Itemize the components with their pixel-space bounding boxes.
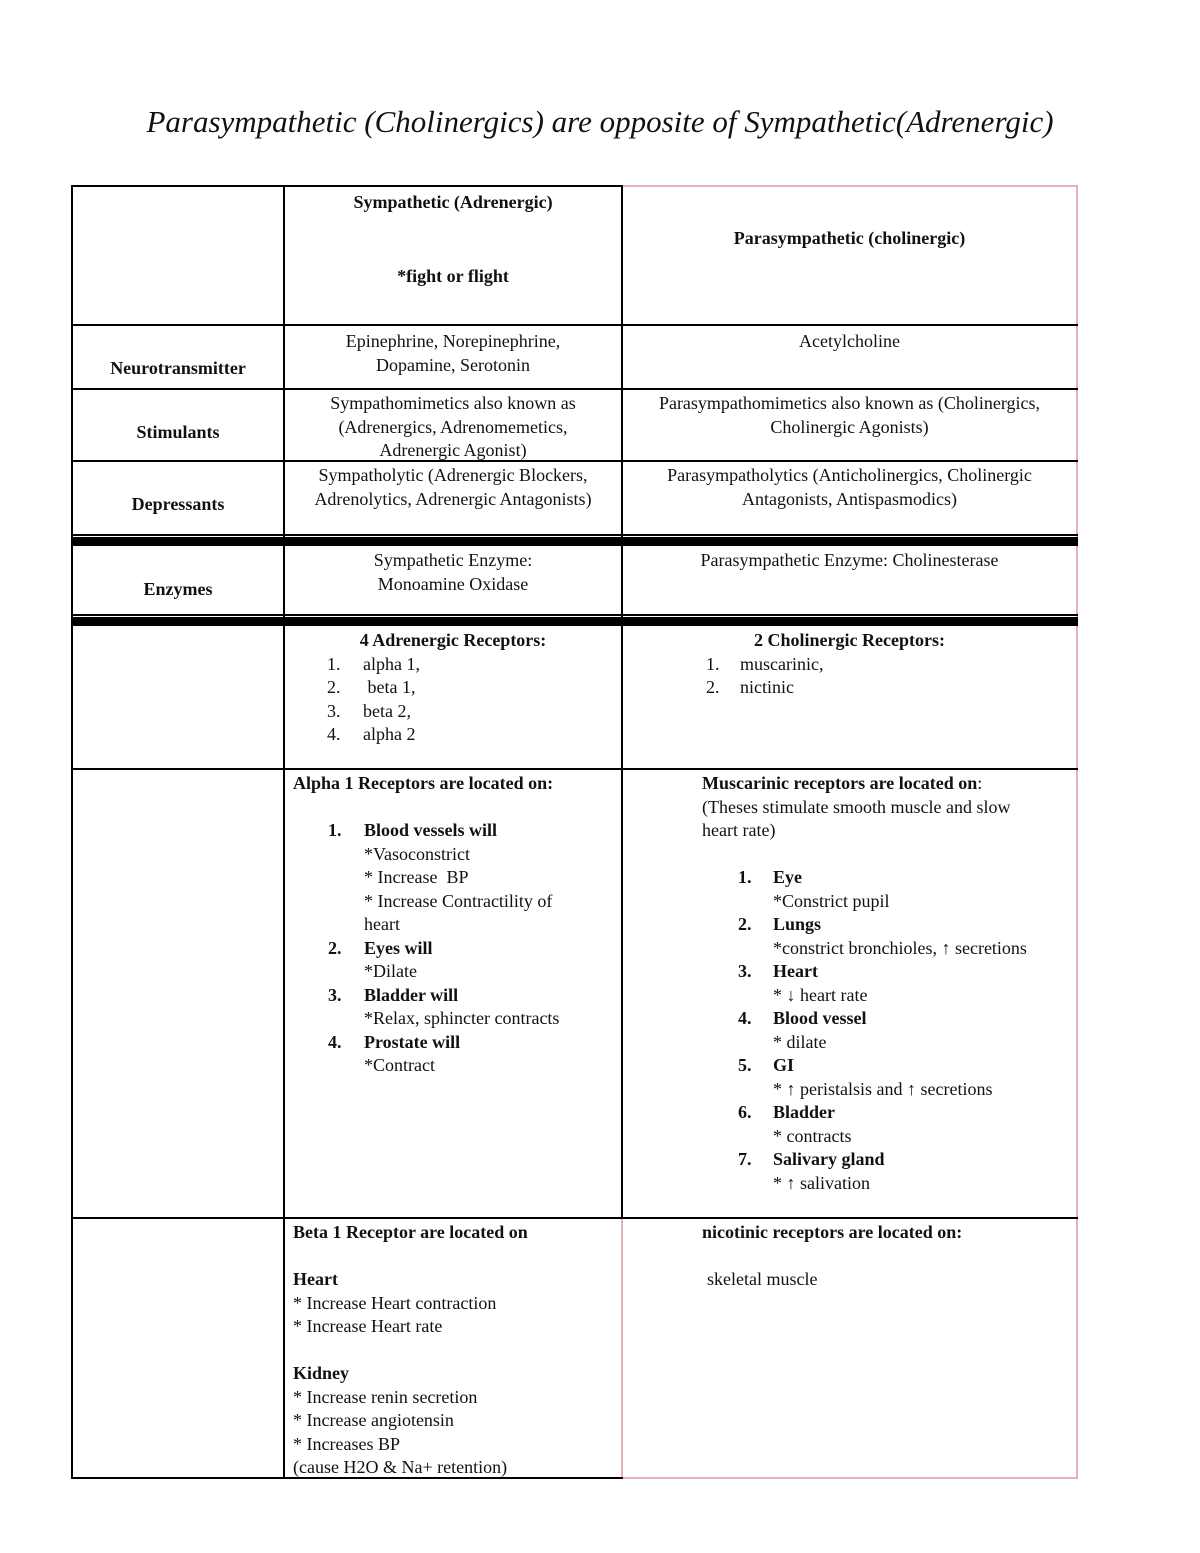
list-item: 6. Bladder * contracts [702, 1101, 1074, 1148]
list-item-note: * contracts [773, 1125, 852, 1146]
cholinergic-receptors [623, 629, 1076, 700]
list-item-text: alpha 2 [363, 724, 416, 744]
text-line: Dopamine, Serotonin [376, 354, 530, 375]
beta1-note: * Increase Heart contraction [293, 1292, 497, 1313]
list-item: 1. alpha 1, [327, 653, 420, 674]
text-line: Parasympatholytics (Anticholinergics, Cholinergic [667, 465, 1032, 485]
alpha1-receptors [293, 772, 618, 1078]
row-label-neurotransmitter: Neurotransmitter [110, 358, 246, 378]
list-item-title: Salivary gland [773, 1149, 885, 1169]
list-item-text: alpha 1, [363, 653, 420, 674]
list-item-title: GI [773, 1055, 795, 1075]
parasympathetic-stimulants [623, 392, 1076, 439]
list-item-note: *Vasoconstrict [364, 843, 470, 864]
list-item-note: * Increase Contractility of [364, 890, 553, 911]
beta1-note: * Increases BP [293, 1433, 400, 1454]
parasympathetic-enzyme: Parasympathetic Enzyme: Cholinesterase [700, 550, 999, 570]
list-item-note: *Constrict pupil [773, 890, 890, 911]
nicotinic-receptors [702, 1221, 1074, 1292]
muscarinic-heading [702, 772, 1074, 796]
list-item-title: Bladder will [364, 984, 459, 1005]
muscarinic-note: heart rate) [702, 820, 776, 840]
beta1-note: * Increase Heart rate [293, 1316, 443, 1336]
list-item: 1. Blood vessels will *Vasoconstrict * Increase BP * Increase Contractility of heart [293, 819, 618, 937]
list-item: 4. Prostate will *Contract [293, 1031, 618, 1078]
list-item-note: *Relax, sphincter contracts [364, 1008, 560, 1028]
text-line: Sympathomimetics also known as [330, 393, 576, 413]
cholinergic-receptors-title: 2 Cholinergic Receptors: [754, 630, 945, 650]
list-item-note: * Increase BP [364, 867, 469, 887]
text-line: Adrenolytics, Adrenergic Antagonists) [314, 488, 592, 509]
list-item-title: Lungs [773, 914, 822, 934]
muscarinic-heading-text: Muscarinic receptors are located on [702, 773, 978, 793]
list-item: 3. beta 2, [327, 700, 411, 721]
list-item: 3. Heart * ↓ heart rate [702, 960, 1074, 1007]
sympathetic-header-title: Sympathetic (Adrenergic) [353, 192, 553, 212]
list-item: 4. alpha 2 [327, 724, 416, 744]
row-label-stimulants: Stimulants [136, 422, 220, 442]
list-item-note: * ↑ salivation [773, 1172, 870, 1193]
list-item: 1. Eye *Constrict pupil [702, 866, 1074, 913]
page-title: Parasympathetic (Cholinergics) are opposite of Sympathetic(Adrenergic) [146, 104, 1054, 139]
list-item: 4. Blood vessel * dilate [702, 1007, 1074, 1054]
list-item-title: Blood vessel [773, 1008, 867, 1028]
list-item-title: Heart [773, 961, 818, 981]
beta1-note: (cause H2O & Na+ retention) [293, 1457, 508, 1477]
nicotinic-location: skeletal muscle [707, 1269, 818, 1289]
list-item-text: muscarinic, [740, 653, 824, 674]
muscarinic-note: (Theses stimulate smooth muscle and slow [702, 796, 1011, 817]
list-item-title: Bladder [773, 1102, 836, 1122]
list-item-note: *constrict bronchioles, ↑ secretions [773, 937, 1027, 958]
text-line: Parasympathomimetics also known as (Cholinergics, [658, 393, 1041, 413]
list-item: 2. nictinic [706, 677, 794, 697]
list-item-title: Eye [773, 867, 802, 887]
parasympathetic-neurotransmitter: Acetylcholine [799, 331, 900, 351]
alpha1-heading: Alpha 1 Receptors are located on: [293, 773, 554, 793]
beta1-kidney-title: Kidney [293, 1363, 350, 1383]
text-line: Cholinergic Agonists) [770, 416, 929, 437]
list-item-title: Blood vessels will [364, 820, 498, 840]
list-item: 7. Salivary gland * ↑ salivation [702, 1148, 1074, 1195]
beta1-heart-title: Heart [293, 1269, 338, 1289]
sympathetic-neurotransmitters [285, 330, 621, 377]
sympathetic-enzyme [285, 549, 621, 596]
muscarinic-list [702, 866, 1074, 1195]
cholinergic-receptor-list [706, 653, 1076, 700]
list-item: 2. beta 1, [327, 677, 416, 697]
list-item: 1. muscarinic, [706, 653, 824, 674]
list-item-text: beta 2, [363, 700, 411, 721]
list-item-note: heart [364, 914, 400, 934]
sympathetic-header [285, 191, 621, 288]
list-item-note: * ↓ heart rate [773, 984, 868, 1005]
text-line: Antagonists, Antispasmodics) [742, 488, 957, 509]
list-item: 3. Bladder will *Relax, sphincter contracts [293, 984, 618, 1031]
list-item: 2. Lungs *constrict bronchioles, ↑ secretions [702, 913, 1074, 960]
row-label-enzymes: Enzymes [143, 579, 213, 599]
sympathetic-header-subtitle: *fight or flight [397, 265, 509, 286]
adrenergic-receptors [285, 629, 621, 747]
text-line: Sympatholytic (Adrenergic Blockers, [318, 465, 588, 485]
list-item-note: *Contract [364, 1055, 435, 1075]
list-item-text: nictinic [740, 677, 794, 697]
list-item-text: beta 1, [363, 677, 416, 697]
beta1-note: * Increase angiotensin [293, 1410, 454, 1430]
nicotinic-heading: nicotinic receptors are located on: [702, 1222, 963, 1242]
list-item: 2. Eyes will *Dilate [293, 937, 618, 984]
muscarinic-receptors [702, 772, 1074, 1195]
muscarinic-heading-colon: : [977, 773, 983, 793]
text-line: Adrenergic Agonist) [379, 440, 527, 460]
text-line: (Adrenergics, Adrenomemetics, [338, 416, 568, 437]
list-item-title: Eyes will [364, 937, 433, 958]
beta1-heading: Beta 1 Receptor are located on [293, 1222, 528, 1242]
sympathetic-stimulants [285, 392, 621, 463]
text-line: Monoamine Oxidase [377, 573, 529, 594]
adrenergic-receptor-list [293, 653, 621, 747]
list-item-note: *Dilate [364, 961, 417, 981]
text-line: Epinephrine, Norepinephrine, [345, 331, 561, 351]
alpha1-list [293, 819, 618, 1078]
sympathetic-depressants [285, 464, 621, 511]
beta1-receptors [293, 1221, 618, 1480]
row-label-depressants: Depressants [131, 494, 225, 514]
list-item-note: * ↑ peristalsis and ↑ secretions [773, 1078, 993, 1099]
list-item-note: * dilate [773, 1031, 827, 1052]
beta1-note: * Increase renin secretion [293, 1386, 478, 1407]
list-item-title: Prostate will [364, 1031, 461, 1052]
list-item: 5. GI * ↑ peristalsis and ↑ secretions [702, 1054, 1074, 1101]
adrenergic-receptors-title: 4 Adrenergic Receptors: [359, 630, 547, 650]
parasympathetic-header: Parasympathetic (cholinergic) [733, 228, 966, 248]
parasympathetic-depressants [623, 464, 1076, 511]
text-line: Sympathetic Enzyme: [373, 550, 533, 570]
